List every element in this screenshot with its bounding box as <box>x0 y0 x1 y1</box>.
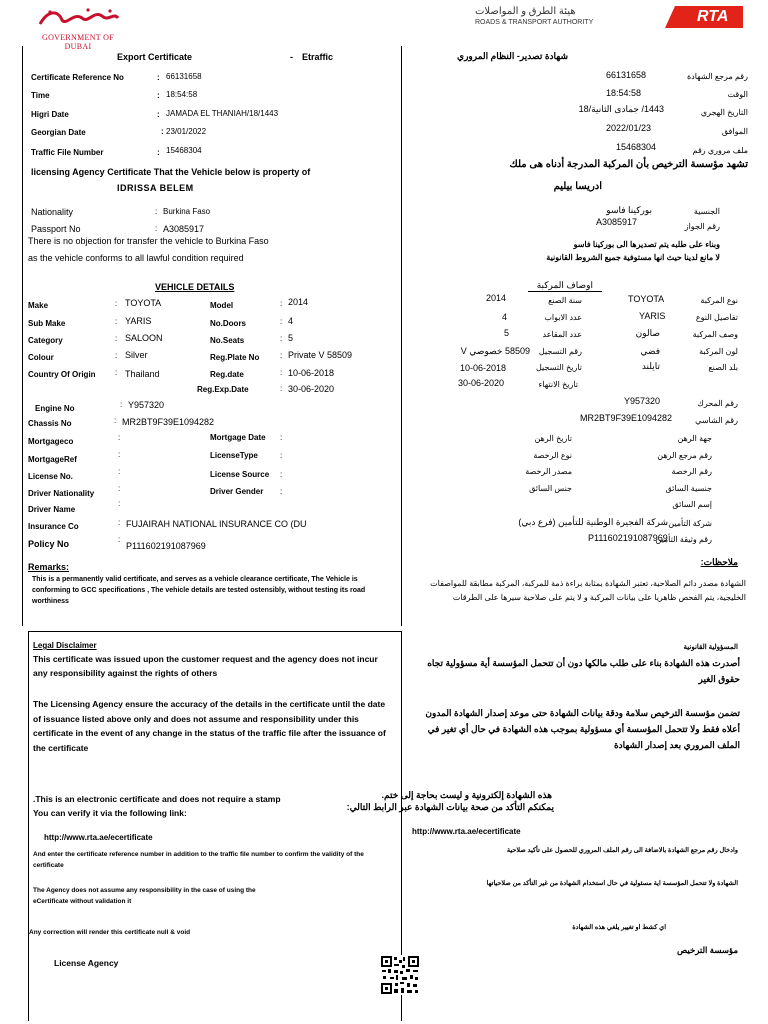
en-mortgage-colon: : <box>280 451 283 460</box>
en-chassis-value: MR2BT9F39E1094282 <box>122 417 215 427</box>
ar-field-label: الموافق <box>721 127 748 136</box>
en-vd-value: Silver <box>125 350 148 360</box>
en-field-colon: : <box>157 73 160 82</box>
ar-insurance-label: شركة التأمين <box>668 519 712 528</box>
ar-policy-value: P111602191087969 <box>588 533 668 543</box>
en-vd-colon: : <box>115 351 118 360</box>
ar-field-label: التاريخ الهجري <box>700 108 748 117</box>
ar-vd-value: تايلند <box>641 361 660 371</box>
ar-field-value: 2022/01/23 <box>606 123 652 133</box>
en-mortgage-label: Driver Gender <box>210 487 264 496</box>
en-verification-link[interactable]: http://www.rta.ae/ecertificate <box>44 833 153 842</box>
en-field-value: 18:54:58 <box>166 90 198 99</box>
ar-mortgage-label: تاريخ الرهن <box>534 434 572 443</box>
ar-vd-value: 4 <box>502 312 508 322</box>
en-field-colon: : <box>157 148 160 157</box>
ar-vd-label: نوع المركبة <box>700 296 738 305</box>
en-vd-colon: : <box>280 317 283 326</box>
en-disclaimer-p3b: You can verify it via the following link: <box>33 808 187 818</box>
en-engine-value: Y957320 <box>128 400 165 410</box>
en-vd-colon: : <box>115 368 118 377</box>
ar-mortgage-label: رقم الرخصة <box>671 467 712 476</box>
ar-mortgage-label: رقم مرجع الرهن <box>657 451 712 460</box>
government-of-dubai-logo <box>28 6 128 51</box>
en-mortgage-label: License No. <box>28 472 73 481</box>
en-remarks-text: This is a permanently valid certificate, and serves as a vehicle clearance certificate, The Vehicle is conforming to GCC specifications , The vehicle details are tested ostensibly, without testing its road worthiness <box>32 576 366 605</box>
en-vd-label: Reg.Exp.Date <box>197 385 249 394</box>
en-passport-colon: : <box>155 224 158 233</box>
en-disclaimer-p2: The Licensing Agency ensure the accuracy of the details in the certificate until the date of issuance listed above only and does not assume and responsibility under this certificate in the event of any change in the status of the traffic file after the issuance of the certificate <box>33 699 386 753</box>
ar-vd-value: 5 <box>504 328 510 338</box>
en-mortgage-colon: : <box>118 450 121 459</box>
en-nationality-colon: : <box>155 207 158 216</box>
en-vehicle-details-title: VEHICLE DETAILS <box>155 282 235 292</box>
en-chassis-label: Chassis No <box>28 419 72 428</box>
dubai-calligraphy-icon <box>28 6 128 30</box>
ar-policy-label: رقم وثيقة التأمين <box>655 535 712 544</box>
ar-mortgage-label: نوع الرخصة <box>533 451 572 460</box>
en-passport-label: Passport No <box>31 224 81 234</box>
ar-remarks-title: ملاحظات: <box>700 557 738 567</box>
en-licensing-sentence: licensing Agency Certificate That the Vehicle below is property of <box>31 167 311 177</box>
en-disclaimer-p3a: .This is an electronic certificate and does not require a stamp <box>33 794 281 804</box>
en-vd-label: Make <box>28 301 49 310</box>
left-border <box>22 46 23 626</box>
en-title: Export Certificate <box>117 52 193 62</box>
en-vd-value: Thailand <box>125 369 160 379</box>
ar-disclaimer-title: المسؤولية القانونية <box>683 644 738 651</box>
en-field-label: Georgian Date <box>31 128 86 137</box>
en-field-label: Time <box>31 91 50 100</box>
disclaimer-top-line <box>28 631 401 632</box>
ar-field-value: 1443/ جمادى الثانية/18 <box>578 104 664 114</box>
ar-field-value: 18:54:58 <box>606 88 642 98</box>
ar-remarks-text: الشهادة مصدر دائم الصلاحية، تعتبر الشهادة بمثابة براءة ذمة للمركبة، المركبة مطابقة للمواصفات الخليجية، يتم الفحص ظاهريا على بيانات المركبة و لا يتم على صلاحية سيرها على الطرقات <box>430 579 746 602</box>
ar-mortgage-label: جهة الرهن <box>677 434 712 443</box>
rta-name-ar: هيئة الطرق و المواصلات <box>475 6 576 17</box>
en-vd-colon: : <box>115 299 118 308</box>
center-divider <box>401 46 402 626</box>
en-disclaimer-p1: This certificate was issued upon the customer request and the agency does not incur any responsibility against the rights of others <box>33 654 378 678</box>
en-mortgage-colon: : <box>280 487 283 496</box>
rta-abbr: RTA <box>697 8 729 25</box>
en-field-label: Higri Date <box>31 110 69 119</box>
en-field-colon: : <box>157 91 160 100</box>
ar-disclaimer-p1: أصدرت هذه الشهادة بناء على طلب مالكها دون أن تتحمل المؤسسة أية مسؤولية تجاه حقوق الغير <box>427 658 740 684</box>
en-disclaimer-title: Legal Disclaimer <box>33 641 97 650</box>
en-vd-label: Reg.Plate No <box>210 353 260 362</box>
ar-vd-value: 58509 خصوصي V <box>460 346 530 356</box>
en-field-value: 23/01/2022 <box>166 127 207 136</box>
ar-vd-value: فضي <box>640 346 660 356</box>
en-mortgage-colon: : <box>118 467 121 476</box>
en-vd-value: 2014 <box>288 297 309 307</box>
ar-vd-label: تاريخ التسجيل <box>536 363 582 372</box>
en-insurance-value: FUJAIRAH NATIONAL INSURANCE CO (DU <box>126 519 307 529</box>
en-mortgage-label: LicenseType <box>210 451 258 460</box>
disclaimer-left-border <box>28 631 29 1021</box>
ar-title: شهادة تصدير- النظام المروري <box>457 51 568 61</box>
ar-disclaimer-p6: اي كشط او تغيير يلغي هذه الشهادة <box>572 924 666 931</box>
ar-engine-label: رقم المحرك <box>697 399 738 408</box>
en-vd-value: 5 <box>288 333 294 343</box>
ar-field-label: رقم مرجع الشهادة <box>686 72 748 81</box>
ar-chassis-label: رقم الشاسي <box>695 416 738 425</box>
en-mortgage-label: MortgageRef <box>28 455 77 464</box>
ar-disclaimer-p4: وادخال رقم مرجع الشهادة بالاضافة الى رقم الملف المروري للحصول على تأكيد صلاحية <box>506 847 738 854</box>
ar-owner-name: ادريسا بيليم <box>553 181 602 192</box>
en-insurance-label: Insurance Co <box>28 522 79 531</box>
en-mortgage-colon: : <box>280 433 283 442</box>
en-vd-label: Reg.date <box>210 370 244 379</box>
en-policy-label: Policy No <box>28 539 70 549</box>
ar-passport-value: A3085917 <box>596 217 638 227</box>
ar-nationality-value: بوركينا فاسو <box>606 205 652 215</box>
government-of-dubai-text: GOVERNMENT OF DUBAI <box>42 33 114 51</box>
en-insurance-colon: : <box>118 518 121 527</box>
qr-code-icon[interactable] <box>380 955 420 995</box>
ar-license-agency-sign: مؤسسة الترخيص <box>676 945 738 955</box>
ar-disclaimer-p2: تضمن مؤسسة الترخيص سلامة ودقة بيانات الشهادة حتى موعد إصدار الشهادة المدون أعلاه فقط ولا تتحمل المؤسسة أي مسؤولية بموجب هذه الشهادة في حال أي تغير في الملف المروري بعد إصدار الشهادة <box>425 708 740 750</box>
en-vd-value: Private V 58509 <box>288 350 353 360</box>
en-mortgage-label: Driver Nationality <box>28 489 95 498</box>
ar-conforms: لا مانع لدينا حيث انها مستوفية جميع الشروط القانونية <box>546 253 720 262</box>
en-passport-value: A3085917 <box>163 224 205 234</box>
ar-no-objection: وبناء على طلبه يتم تصديرها الى بوركينا فاسو <box>573 240 720 249</box>
en-engine-colon: : <box>120 400 123 409</box>
ar-vd-value: TOYOTA <box>628 294 665 304</box>
en-field-value: 15468304 <box>166 146 202 155</box>
en-engine-label: Engine No <box>35 404 75 413</box>
en-vd-label: Country Of Origin <box>28 370 96 379</box>
ar-licensing-sentence: تشهد مؤسسة الترخيص بأن المركبة المدرجة أدناه هى ملك <box>509 159 748 170</box>
ar-engine-value: Y957320 <box>624 396 661 406</box>
en-policy-colon: : <box>118 535 121 544</box>
en-vd-value: SALOON <box>125 333 163 343</box>
ar-disclaimer-p3a: هذه الشهادة إلكترونية و ليست بحاجة إلى ختم. <box>381 790 552 800</box>
en-vd-label: No.Doors <box>210 319 246 328</box>
en-vd-label: Model <box>210 301 234 310</box>
ar-insurance-value: شركة الفجيرة الوطنية للتأمين (فرع دبي) <box>518 517 668 527</box>
en-mortgage-colon: : <box>118 484 121 493</box>
ar-vd-value: 10-06-2018 <box>460 363 507 373</box>
ar-mortgage-label: إسم السائق <box>672 500 712 509</box>
en-vd-label: No.Seats <box>210 336 245 345</box>
ar-vd-label: بلد الصنع <box>708 363 738 372</box>
en-nationality-label: Nationality <box>31 207 74 217</box>
ar-vd-value: صالون <box>635 328 660 338</box>
ar-field-label: ملف مروري رقم <box>692 146 748 155</box>
en-disclaimer-p5: The Agency does not assume any responsibility in the case of using the eCertificate without validation it <box>33 887 256 905</box>
ar-nationality-label: الجنسية <box>693 207 720 216</box>
en-vd-label: Colour <box>28 353 54 362</box>
rta-logo <box>475 6 743 28</box>
en-vd-colon: : <box>115 317 118 326</box>
en-disclaimer-p4: And enter the certificate reference number in addition to the traffic file number to confirm the validity of the certificate <box>33 851 364 869</box>
rta-name-en: ROADS & TRANSPORT AUTHORITY <box>475 19 594 26</box>
ar-vd-label: سنة الصنع <box>548 296 582 305</box>
ar-vd-label: تفاصيل النوع <box>695 313 738 322</box>
ar-field-value: 66131658 <box>606 70 647 80</box>
en-field-label: Traffic File Number <box>31 148 104 157</box>
en-license-agency-sign: License Agency <box>54 958 119 968</box>
en-mortgage-colon: : <box>118 433 121 442</box>
en-field-value: JAMADA EL THANIAH/18/1443 <box>166 109 279 118</box>
en-vd-colon: : <box>280 299 283 308</box>
ar-field-value: 15468304 <box>616 142 657 152</box>
en-mortgage-label: Driver Name <box>28 505 76 514</box>
en-no-objection: There is no objection for transfer the vehicle to Burkina Faso <box>28 236 269 246</box>
ar-vd-label: عدد المقاعد <box>542 330 582 339</box>
ar-verification-link[interactable]: http://www.rta.ae/ecertificate <box>412 827 521 836</box>
en-vd-label: Sub Make <box>28 319 66 328</box>
en-vd-colon: : <box>115 334 118 343</box>
en-field-label: Certificate Reference No <box>31 73 124 82</box>
en-vd-colon: : <box>280 368 283 377</box>
ar-mortgage-label: مصدر الرخصة <box>525 467 572 476</box>
en-mortgage-label: Mortgageco <box>28 437 74 446</box>
ar-vd-label: وصف المركبة <box>692 330 738 339</box>
en-owner-name: IDRISSA BELEM <box>117 183 194 193</box>
ar-vd-value: YARIS <box>639 311 666 321</box>
en-vd-value: 10-06-2018 <box>288 368 335 378</box>
en-mortgage-colon: : <box>280 470 283 479</box>
en-title-etraffic: Etraffic <box>302 52 334 62</box>
ar-chassis-value: MR2BT9F39E1094282 <box>580 413 673 423</box>
ar-vd-label: عدد الابواب <box>544 313 582 322</box>
en-vd-colon: : <box>280 351 283 360</box>
ar-vd-label: رقم التسجيل <box>538 347 582 356</box>
en-title-dash: - <box>290 52 293 62</box>
ar-passport-label: رقم الجواز <box>684 222 720 231</box>
ar-disclaimer-p5: الشهادة ولا تتحمل المؤسسة اية مسئولية في حال استخدام الشهادة من غير التأكد من صلاحياتها <box>486 880 738 887</box>
en-vd-value: YARIS <box>125 316 152 326</box>
en-vd-label: Category <box>28 336 63 345</box>
en-mortgage-label: Mortgage Date <box>210 433 266 442</box>
ar-disclaimer-p3b: يمكنكم التأكد من صحة بيانات الشهادة عبر الرابط التالي: <box>346 802 554 812</box>
en-vd-colon: : <box>280 384 283 393</box>
en-disclaimer-p6: Any correction will render this certificate null & void <box>29 929 191 936</box>
ar-field-label: الوقت <box>727 90 748 99</box>
ar-vehicle-details-title: اوصاف المركبة <box>536 280 593 290</box>
en-policy-value: P111602191087969 <box>126 541 206 551</box>
en-mortgage-label: License Source <box>210 470 270 479</box>
en-vd-value: 30-06-2020 <box>288 384 335 394</box>
ar-vd-label: تاريخ الانتهاء <box>538 380 578 389</box>
en-field-colon: : <box>161 127 164 136</box>
en-conforms: as the vehicle conforms to all lawful condition required <box>28 253 244 263</box>
ar-mortgage-label: جنسية السائق <box>665 484 712 493</box>
en-chassis-colon: : <box>114 416 117 425</box>
en-field-colon: : <box>157 110 160 119</box>
en-mortgage-colon: : <box>118 499 121 508</box>
ar-vd-value: 2014 <box>486 293 507 303</box>
en-vd-value: 4 <box>288 316 294 326</box>
ar-vehicle-details-underline <box>528 291 602 292</box>
en-nationality-value: Burkina Faso <box>163 207 211 216</box>
en-remarks-title: Remarks: <box>28 562 70 572</box>
en-vd-value: TOYOTA <box>125 298 162 308</box>
ar-vd-label: لون المركبة <box>699 347 738 356</box>
en-field-value: 66131658 <box>166 72 202 81</box>
ar-vd-value: 30-06-2020 <box>458 378 505 388</box>
ar-mortgage-label: جنس السائق <box>529 484 572 493</box>
en-vd-colon: : <box>280 334 283 343</box>
